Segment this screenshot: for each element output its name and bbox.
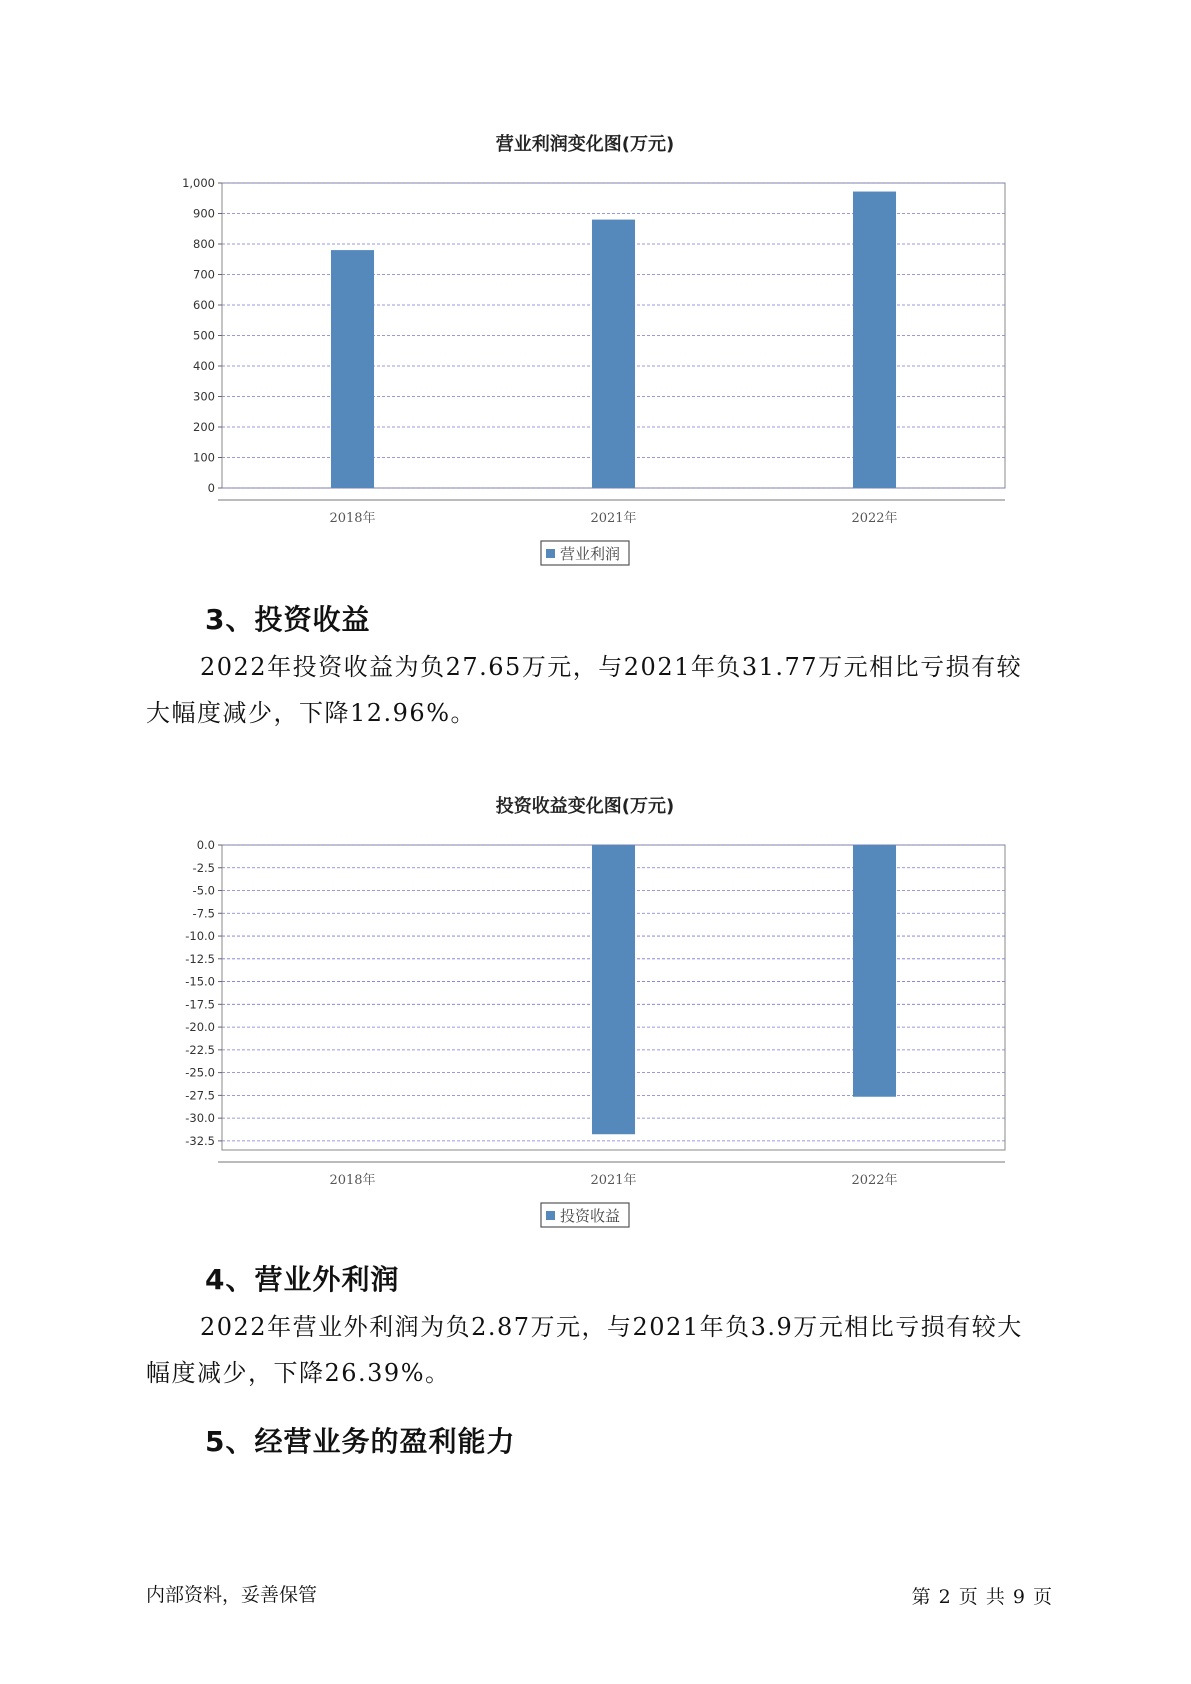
- y-tick-label: -22.5: [185, 1042, 215, 1057]
- y-tick-label: -10.0: [185, 929, 215, 944]
- legend-label: 投资收益: [560, 1207, 621, 1225]
- y-tick-label: 600: [193, 298, 215, 312]
- investment-income-chart-svg: [150, 790, 1020, 1230]
- x-category-label: 2018年: [329, 1173, 376, 1188]
- y-tick-label: 900: [193, 206, 215, 221]
- y-tick-label: 300: [193, 389, 215, 404]
- y-tick-label: 400: [193, 359, 215, 373]
- bar-2022年: [853, 192, 896, 488]
- x-category-label: 2021年: [590, 1173, 637, 1188]
- investment-income-chart: [150, 790, 1020, 1230]
- legend-swatch: [546, 1211, 555, 1220]
- x-category-label: 2018年: [329, 511, 376, 526]
- paragraph-investment-income: 2022年投资收益为负27.65万元，与2021年负31.77万元相比亏损有较大幅度减少，下降12.96%。: [146, 653, 1023, 727]
- x-category-label: 2021年: [590, 511, 637, 526]
- y-tick-label: -2.5: [192, 860, 215, 875]
- heading-business-profitability: 5、经营业务的盈利能力: [205, 1425, 516, 1458]
- y-tick-label: -20.0: [185, 1020, 215, 1035]
- paragraph-non-operating-profit: 2022年营业外利润为负2.87万元，与2021年负3.9万元相比亏损有较大幅度减少，下降26.39%。: [146, 1313, 1023, 1387]
- y-tick-label: -27.5: [185, 1088, 215, 1103]
- legend-label: 营业利润: [560, 545, 621, 563]
- y-tick-label: -15.0: [185, 974, 215, 989]
- footer-page-number: 第 2 页 共 9 页: [911, 1586, 1053, 1608]
- y-tick-label: 500: [193, 328, 215, 343]
- y-tick-label: 700: [193, 267, 215, 282]
- x-category-label: 2022年: [851, 511, 898, 526]
- heading-investment-income: 3、投资收益: [205, 603, 371, 636]
- chart-title: 营业利润变化图(万元): [495, 134, 675, 155]
- bar-2018年: [331, 250, 374, 488]
- bar-2022年: [853, 845, 896, 1097]
- heading-non-operating-profit: 4、营业外利润: [205, 1263, 400, 1296]
- x-category-label: 2022年: [851, 1173, 898, 1188]
- operating-profit-chart: [150, 128, 1020, 568]
- y-tick-label: 800: [193, 237, 215, 251]
- y-tick-label: 0: [207, 481, 215, 495]
- bar-2021年: [592, 220, 635, 488]
- operating-profit-chart-svg: [150, 128, 1020, 568]
- y-tick-label: -32.5: [185, 1133, 215, 1148]
- y-tick-label: 200: [193, 420, 215, 434]
- y-tick-label: -25.0: [185, 1065, 215, 1080]
- chart-title: 投资收益变化图(万元): [495, 796, 675, 817]
- bar-2021年: [592, 845, 635, 1134]
- y-tick-label: 0.0: [196, 838, 215, 852]
- y-tick-label: -17.5: [185, 997, 215, 1012]
- legend-swatch: [546, 549, 555, 558]
- y-tick-label: -5.0: [192, 883, 215, 898]
- y-tick-label: -30.0: [185, 1111, 215, 1126]
- y-tick-label: -7.5: [192, 906, 215, 921]
- y-tick-label: 1,000: [182, 176, 215, 190]
- y-tick-label: 100: [193, 450, 215, 465]
- footer-confidential-note: 内部资料，妥善保管: [146, 1584, 318, 1606]
- y-tick-label: -12.5: [185, 951, 215, 966]
